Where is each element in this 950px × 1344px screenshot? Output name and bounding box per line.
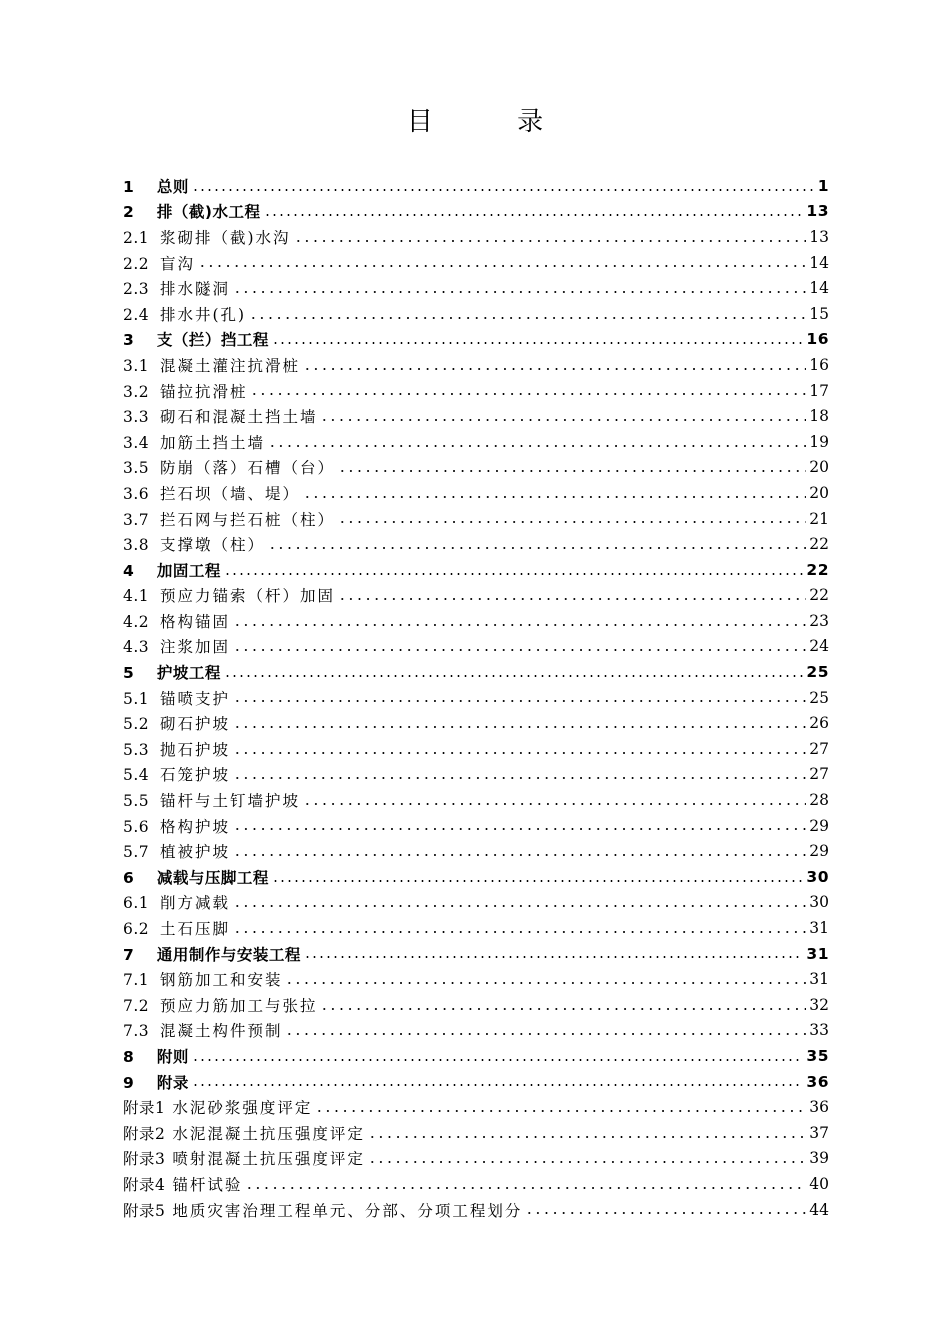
toc-section-row[interactable] bbox=[123, 250, 829, 276]
toc-entry-title: 加固工程 bbox=[156, 561, 221, 580]
toc-entry-title: 石笼护坡 bbox=[159, 766, 230, 785]
toc-dot-leader bbox=[338, 520, 806, 524]
toc-dot-leader bbox=[338, 597, 806, 601]
toc-dot-leader bbox=[294, 239, 807, 243]
toc-entry-title: 注浆加固 bbox=[159, 638, 230, 657]
toc-section-row[interactable] bbox=[123, 301, 829, 327]
toc-chapter-row[interactable] bbox=[123, 1069, 829, 1095]
toc-dot-leader bbox=[303, 802, 806, 806]
toc-entry-label bbox=[123, 226, 291, 248]
toc-dot-leader bbox=[320, 418, 806, 422]
toc-entry-number: 3.4 bbox=[123, 433, 150, 452]
toc-entry-label bbox=[123, 456, 335, 478]
toc-entry-label bbox=[123, 1096, 312, 1118]
toc-entry-number: 9 bbox=[123, 1073, 135, 1092]
toc-dot-leader bbox=[224, 572, 804, 576]
toc-entry-label bbox=[123, 328, 269, 350]
toc-dot-leader bbox=[272, 879, 804, 883]
toc-page-number: 16 bbox=[809, 355, 829, 374]
toc-section-row[interactable] bbox=[123, 710, 829, 736]
toc-entry-title: 排（截)水工程 bbox=[156, 203, 261, 222]
toc-dot-leader bbox=[315, 1109, 806, 1113]
toc-entry-label bbox=[123, 917, 230, 939]
toc-entry-number: 5.5 bbox=[123, 792, 150, 811]
toc-chapter-row[interactable] bbox=[123, 1043, 829, 1069]
toc-entry-label bbox=[123, 508, 335, 530]
toc-entry-title: 盲沟 bbox=[159, 254, 195, 273]
toc-entry-title: 水泥砂浆强度评定 bbox=[172, 1099, 313, 1118]
toc-entry-title: 格构锚固 bbox=[159, 612, 230, 631]
toc-section-row[interactable] bbox=[123, 685, 829, 711]
toc-section-row[interactable] bbox=[123, 634, 829, 660]
toc-dot-leader bbox=[245, 1186, 806, 1190]
toc-dot-leader bbox=[268, 546, 806, 550]
toc-page-number: 36 bbox=[809, 1098, 829, 1117]
toc-entry-number: 7 bbox=[123, 945, 135, 964]
toc-page-number: 16 bbox=[806, 330, 829, 349]
toc-entry-number: 2.1 bbox=[123, 228, 150, 247]
toc-dot-leader bbox=[525, 1211, 806, 1215]
toc-chapter-row[interactable] bbox=[123, 199, 829, 225]
toc-entry-label bbox=[123, 866, 269, 888]
toc-dot-leader bbox=[268, 444, 806, 448]
toc-dot-leader bbox=[233, 751, 806, 755]
toc-entry-title: 削方减载 bbox=[159, 894, 230, 913]
toc-entry-label bbox=[123, 1147, 365, 1169]
toc-page-number: 1 bbox=[817, 176, 829, 195]
toc-entry-title: 预应力锚索（杆）加固 bbox=[159, 587, 335, 606]
toc-section-row[interactable] bbox=[123, 762, 829, 788]
toc-section-row[interactable] bbox=[123, 787, 829, 813]
toc-entry-label bbox=[123, 815, 230, 837]
toc-section-row[interactable] bbox=[123, 838, 829, 864]
toc-page-number: 37 bbox=[809, 1123, 829, 1142]
toc-page-number: 23 bbox=[809, 611, 829, 630]
toc-section-row[interactable] bbox=[123, 608, 829, 634]
toc-section-row[interactable] bbox=[123, 992, 829, 1018]
toc-section-row[interactable] bbox=[123, 506, 829, 532]
toc-page-number: 21 bbox=[809, 509, 829, 528]
toc-page-number: 44 bbox=[809, 1200, 829, 1219]
toc-section-row[interactable] bbox=[123, 378, 829, 404]
toc-page-number: 33 bbox=[809, 1021, 829, 1040]
toc-chapter-row[interactable] bbox=[123, 327, 829, 353]
toc-page-number: 31 bbox=[806, 944, 829, 963]
toc-entry-label bbox=[123, 994, 317, 1016]
toc-dot-leader bbox=[320, 1007, 806, 1011]
toc-section-row[interactable] bbox=[123, 429, 829, 455]
toc-entry-number: 附录3 bbox=[123, 1150, 166, 1169]
toc-entry-number: 3.3 bbox=[123, 408, 150, 427]
toc-page-number: 40 bbox=[809, 1174, 829, 1193]
toc-section-row[interactable] bbox=[123, 813, 829, 839]
toc-dot-leader bbox=[224, 674, 804, 678]
toc-entry-title: 地质灾害治理工程单元、分部、分项工程划分 bbox=[172, 1201, 523, 1220]
toc-section-row[interactable] bbox=[123, 736, 829, 762]
toc-entry-label bbox=[123, 482, 300, 504]
toc-page-number: 31 bbox=[809, 919, 829, 938]
toc-dot-leader bbox=[192, 188, 814, 192]
toc-entry-label bbox=[123, 635, 230, 657]
toc-section-row[interactable] bbox=[123, 1197, 829, 1223]
toc-entry-title: 土石压脚 bbox=[159, 920, 230, 939]
toc-dot-leader bbox=[233, 725, 806, 729]
toc-entry-title: 拦石坝（墙、堤） bbox=[159, 484, 300, 503]
toc-dot-leader bbox=[249, 316, 806, 320]
toc-page-number: 30 bbox=[806, 867, 829, 886]
toc-entry-label bbox=[123, 968, 282, 990]
toc-entry-title: 通用制作与安装工程 bbox=[156, 945, 301, 964]
toc-page-number: 39 bbox=[809, 1149, 829, 1168]
toc-entry-title: 排水隧洞 bbox=[159, 280, 230, 299]
toc-entry-number: 1 bbox=[123, 177, 135, 196]
toc-entry-number: 5.6 bbox=[123, 817, 150, 836]
toc-page-number: 22 bbox=[809, 535, 829, 554]
toc-entry-label bbox=[123, 405, 317, 427]
toc-dot-leader bbox=[192, 1058, 804, 1062]
toc-entry-title: 格构护坡 bbox=[159, 817, 230, 836]
toc-section-row[interactable] bbox=[123, 352, 829, 378]
toc-section-row[interactable] bbox=[123, 915, 829, 941]
toc-dot-leader bbox=[192, 1083, 804, 1087]
toc-page-number: 24 bbox=[809, 637, 829, 656]
toc-dot-leader bbox=[304, 955, 804, 959]
toc-dot-leader bbox=[233, 930, 806, 934]
toc-page-number: 27 bbox=[809, 765, 829, 784]
toc-dot-leader bbox=[233, 776, 806, 780]
toc-chapter-row[interactable] bbox=[123, 659, 829, 685]
toc-entry-label bbox=[123, 943, 301, 965]
toc-dot-leader bbox=[272, 341, 804, 345]
toc-entry-number: 5.7 bbox=[123, 843, 150, 862]
toc-dot-leader bbox=[233, 853, 806, 857]
toc-entry-number: 5.3 bbox=[123, 740, 150, 759]
toc-page-number: 29 bbox=[809, 842, 829, 861]
toc-dot-leader bbox=[198, 264, 806, 268]
toc-entry-label bbox=[123, 1071, 189, 1093]
toc-section-row[interactable] bbox=[123, 531, 829, 557]
toc-entry-label bbox=[123, 533, 265, 555]
toc-page-number: 14 bbox=[809, 253, 829, 272]
toc-page-number: 19 bbox=[809, 432, 829, 451]
toc-section-row[interactable] bbox=[123, 1171, 829, 1197]
toc-entry-label bbox=[123, 712, 230, 734]
toc-entry-label bbox=[123, 1045, 189, 1067]
toc-entry-title: 减载与压脚工程 bbox=[156, 868, 269, 887]
toc-page-number: 26 bbox=[809, 714, 829, 733]
toc-section-row[interactable] bbox=[123, 480, 829, 506]
toc-chapter-row[interactable] bbox=[123, 864, 829, 890]
toc-section-row[interactable] bbox=[123, 1146, 829, 1172]
toc-page-number: 17 bbox=[809, 381, 829, 400]
toc-entry-number: 6.1 bbox=[123, 894, 150, 913]
toc-entry-label bbox=[123, 175, 189, 197]
toc-entry-title: 排水井(孔) bbox=[159, 305, 247, 324]
toc-dot-leader bbox=[250, 392, 806, 396]
toc-dot-leader bbox=[338, 469, 806, 473]
toc-entry-number: 附录2 bbox=[123, 1124, 166, 1143]
toc-page-number: 36 bbox=[806, 1072, 829, 1091]
table-of-contents bbox=[123, 173, 829, 1222]
toc-entry-number: 4.1 bbox=[123, 587, 150, 606]
toc-page-number: 22 bbox=[806, 560, 829, 579]
toc-entry-number: 3 bbox=[123, 331, 135, 350]
toc-entry-number: 3.1 bbox=[123, 356, 150, 375]
toc-dot-leader bbox=[233, 699, 806, 703]
toc-page-number: 22 bbox=[809, 586, 829, 605]
toc-page-number: 18 bbox=[809, 407, 829, 426]
toc-entry-number: 5.4 bbox=[123, 766, 150, 785]
toc-entry-number: 4 bbox=[123, 561, 135, 580]
toc-dot-leader bbox=[303, 367, 806, 371]
toc-entry-number: 3.5 bbox=[123, 459, 150, 478]
toc-dot-leader bbox=[233, 648, 806, 652]
toc-entry-number: 3.6 bbox=[123, 484, 150, 503]
toc-section-row[interactable] bbox=[123, 1094, 829, 1120]
toc-entry-number: 附录1 bbox=[123, 1099, 166, 1118]
toc-entry-label bbox=[123, 559, 221, 581]
toc-entry-number: 4.2 bbox=[123, 612, 150, 631]
toc-page-number: 27 bbox=[809, 739, 829, 758]
toc-entry-title: 浆砌排（截)水沟 bbox=[159, 228, 291, 247]
toc-entry-label bbox=[123, 763, 230, 785]
toc-section-row[interactable] bbox=[123, 403, 829, 429]
toc-dot-leader bbox=[233, 290, 806, 294]
toc-entry-number: 8 bbox=[123, 1047, 135, 1066]
toc-page-number: 15 bbox=[809, 304, 829, 323]
toc-page-number: 25 bbox=[806, 663, 829, 682]
toc-page-number: 20 bbox=[809, 483, 829, 502]
toc-entry-title: 总则 bbox=[156, 177, 189, 196]
toc-section-row[interactable] bbox=[123, 1018, 829, 1044]
toc-section-row[interactable] bbox=[123, 966, 829, 992]
toc-entry-label bbox=[123, 354, 300, 376]
toc-entry-number: 5.2 bbox=[123, 715, 150, 734]
toc-entry-number: 7.3 bbox=[123, 1022, 150, 1041]
toc-entry-number: 6 bbox=[123, 868, 135, 887]
toc-entry-number: 2.4 bbox=[123, 305, 150, 324]
toc-entry-number: 2.3 bbox=[123, 280, 150, 299]
toc-entry-label bbox=[123, 252, 195, 274]
toc-entry-number: 2.2 bbox=[123, 254, 150, 273]
toc-entry-number: 3.7 bbox=[123, 510, 150, 529]
toc-dot-leader bbox=[303, 495, 806, 499]
toc-dot-leader bbox=[264, 213, 804, 217]
toc-entry-label bbox=[123, 1199, 522, 1221]
toc-entry-label bbox=[123, 891, 230, 913]
toc-page-number: 35 bbox=[806, 1046, 829, 1065]
toc-entry-title: 锚杆与土钉墙护坡 bbox=[159, 792, 300, 811]
toc-entry-number: 7.1 bbox=[123, 971, 150, 990]
toc-entry-title: 水泥混凝土抗压强度评定 bbox=[172, 1124, 365, 1143]
toc-entry-label bbox=[123, 1019, 282, 1041]
toc-entry-title: 支（拦）挡工程 bbox=[156, 331, 269, 350]
toc-entry-title: 砌石和混凝土挡土墙 bbox=[159, 408, 318, 427]
toc-entry-label bbox=[123, 277, 230, 299]
toc-page-number: 13 bbox=[806, 202, 829, 221]
toc-page-number: 25 bbox=[809, 688, 829, 707]
toc-entry-number: 5.1 bbox=[123, 689, 150, 708]
toc-entry-number: 附录4 bbox=[123, 1175, 166, 1194]
toc-chapter-row[interactable] bbox=[123, 173, 829, 199]
toc-section-row[interactable] bbox=[123, 455, 829, 481]
toc-entry-title: 植被护坡 bbox=[159, 843, 230, 862]
toc-entry-label bbox=[123, 610, 230, 632]
toc-section-row[interactable] bbox=[123, 275, 829, 301]
toc-entry-label bbox=[123, 303, 246, 325]
toc-entry-label bbox=[123, 687, 230, 709]
toc-entry-title: 混凝土构件预制 bbox=[159, 1022, 283, 1041]
toc-entry-number: 5 bbox=[123, 664, 135, 683]
toc-entry-title: 混凝土灌注抗滑桩 bbox=[159, 356, 300, 375]
toc-page-number: 31 bbox=[809, 970, 829, 989]
toc-entry-title: 拦石网与拦石桩（柱） bbox=[159, 510, 335, 529]
toc-entry-title: 锚杆试验 bbox=[172, 1175, 243, 1194]
toc-chapter-row[interactable] bbox=[123, 941, 829, 967]
toc-entry-title: 喷射混凝土抗压强度评定 bbox=[172, 1150, 365, 1169]
toc-section-row[interactable] bbox=[123, 890, 829, 916]
toc-dot-leader bbox=[285, 981, 806, 985]
toc-entry-title: 附录 bbox=[156, 1073, 189, 1092]
toc-dot-leader bbox=[285, 1032, 806, 1036]
toc-entry-number: 7.2 bbox=[123, 996, 150, 1015]
toc-entry-title: 加筋土挡土墙 bbox=[159, 433, 265, 452]
toc-page-number: 30 bbox=[809, 893, 829, 912]
toc-dot-leader bbox=[233, 904, 806, 908]
toc-entry-label bbox=[123, 661, 221, 683]
toc-entry-number: 2 bbox=[123, 203, 135, 222]
toc-entry-title: 预应力筋加工与张拉 bbox=[159, 996, 318, 1015]
toc-entry-label bbox=[123, 1173, 242, 1195]
page-title: 目 录 bbox=[406, 107, 582, 137]
toc-entry-title: 锚拉抗滑桩 bbox=[159, 382, 248, 401]
toc-entry-title: 防崩（落）石槽（台） bbox=[159, 459, 335, 478]
toc-entry-label bbox=[123, 431, 265, 453]
toc-page-number: 13 bbox=[809, 227, 829, 246]
toc-page-number: 20 bbox=[809, 458, 829, 477]
toc-entry-label bbox=[123, 380, 247, 402]
toc-dot-leader bbox=[233, 827, 806, 831]
toc-entry-number: 6.2 bbox=[123, 920, 150, 939]
toc-section-row[interactable] bbox=[123, 583, 829, 609]
toc-entry-number: 3.8 bbox=[123, 536, 150, 555]
toc-entry-label bbox=[123, 840, 230, 862]
toc-entry-title: 护坡工程 bbox=[156, 664, 221, 683]
toc-page-number: 29 bbox=[809, 816, 829, 835]
toc-entry-number: 3.2 bbox=[123, 382, 150, 401]
toc-dot-leader bbox=[368, 1135, 806, 1139]
toc-entry-label bbox=[123, 584, 335, 606]
toc-entry-title: 锚喷支护 bbox=[159, 689, 230, 708]
toc-page-number: 28 bbox=[809, 791, 829, 810]
toc-entry-label bbox=[123, 200, 261, 222]
toc-dot-leader bbox=[233, 623, 806, 627]
toc-section-row[interactable] bbox=[123, 224, 829, 250]
toc-entry-label bbox=[123, 1122, 365, 1144]
toc-entry-number: 附录5 bbox=[123, 1201, 166, 1220]
toc-entry-title: 支撑墩（柱） bbox=[159, 536, 265, 555]
toc-entry-title: 抛石护坡 bbox=[159, 740, 230, 759]
toc-chapter-row[interactable] bbox=[123, 557, 829, 583]
toc-entry-label bbox=[123, 789, 300, 811]
toc-section-row[interactable] bbox=[123, 1120, 829, 1146]
toc-entry-number: 4.3 bbox=[123, 638, 150, 657]
toc-page-number: 32 bbox=[809, 995, 829, 1014]
toc-entry-title: 附则 bbox=[156, 1047, 189, 1066]
toc-dot-leader bbox=[368, 1160, 806, 1164]
toc-entry-label bbox=[123, 738, 230, 760]
toc-entry-title: 砌石护坡 bbox=[159, 715, 230, 734]
toc-page-number: 14 bbox=[809, 279, 829, 298]
toc-entry-title: 钢筋加工和安装 bbox=[159, 971, 283, 990]
